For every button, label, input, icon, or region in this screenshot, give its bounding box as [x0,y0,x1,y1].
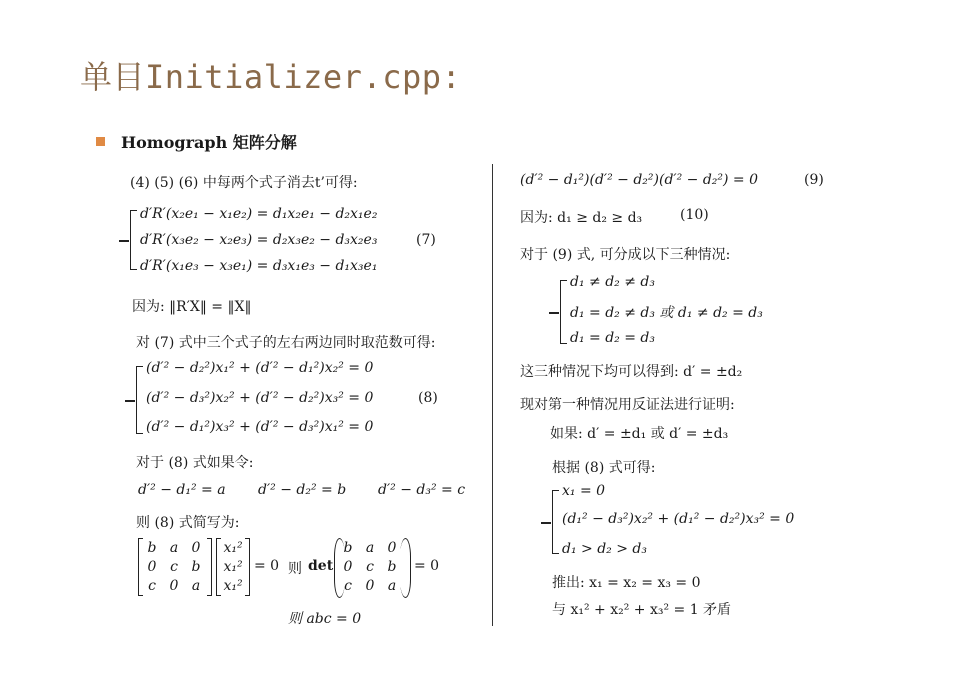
cases-intro: 对于 (9) 式, 可分成以下三种情况: [520,247,731,263]
matrix-cell: c [148,578,156,594]
simplify-text: 则 (8) 式简写为: [136,515,240,531]
then-label: 则 [288,561,302,577]
eq9-number: (9) [804,172,824,188]
det-cell: 0 [365,578,375,594]
section-heading [96,130,297,153]
det-cell: a [365,540,375,556]
left-intro: (4) (5) (6) 中每两个式子消去t’可得: [130,175,358,191]
matrix-cell: 0 [191,540,201,556]
case-1: d₁ ≠ d₂ ≠ d₃ [570,274,655,290]
left-because: 因为: ‖R′X‖ = ‖X‖ [132,299,252,315]
det-eq-zero: = 0 [414,558,440,574]
right-because: 因为: d₁ ≥ d₂ ≥ d₃ [520,210,643,226]
let-def-c: d′² − d₃² = c [378,482,466,498]
matrix-cell: 0 [169,578,179,594]
det-cell: b [387,559,397,575]
let-def-a: d′² − d₁² = a [138,482,226,498]
norm-intro: 对 (7) 式中三个式子的左右两边同时取范数可得: [136,335,436,351]
page-title: 单目Initializer.cpp: [80,58,462,96]
if-line: 如果: d′ = ±d₁ 或 d′ = ±d₃ [550,426,729,442]
eq7-line-2: d′R′(x₃e₂ − x₂e₃) = d₂x₃e₂ − d₃x₂e₃ [140,232,378,248]
cases-result: 这三种情况下均可以得到: d′ = ±d₂ [520,364,743,380]
det-cell: 0 [387,540,397,556]
det-cell: b [343,540,353,556]
section-heading-text: Homograph 矩阵分解 [121,133,297,152]
det-cell: c [366,559,374,575]
eq7-brace [130,210,137,270]
eq9: (d′² − d₁²)(d′² − d₂²)(d′² − d₂²) = 0 [520,172,759,188]
matrix-cell: b [147,540,157,556]
det-cell: c [344,578,352,594]
proof-intro: 现对第一种情况用反证法进行证明: [520,397,735,413]
matrix-cell: b [191,559,201,575]
eq7-line-1: d′R′(x₂e₁ − x₁e₂) = d₁x₂e₁ − d₂x₁e₂ [140,206,378,222]
from-eq8: 根据 (8) 式可得: [552,460,656,476]
case-2: d₁ = d₂ ≠ d₃ 或 d₁ ≠ d₂ = d₃ [570,305,763,321]
eq7-number: (7) [416,232,436,248]
let-intro: 对于 (8) 式如果令: [136,455,254,471]
eq8-line-3: (d′² − d₁²)x₃² + (d′² − d₃²)x₁² = 0 [146,419,374,435]
system-line-3: d₁ > d₂ > d₃ [562,541,647,557]
eq8-brace [136,366,143,434]
let-def-b: d′² − d₂² = b [258,482,347,498]
case-3: d₁ = d₂ = d₃ [570,330,655,346]
eq8-line-2: (d′² − d₃²)x₂² + (d′² − d₂²)x₃² = 0 [146,390,374,406]
matrix-eq-zero: = 0 [254,558,280,574]
contradiction-line: 与 x₁² + x₂² + x₃² = 1 矛盾 [552,602,732,618]
bullet-square-icon [96,137,105,146]
det-cell: 0 [343,559,353,575]
eq8-number: (8) [418,390,438,406]
det-right-paren [400,538,411,598]
eq10-number: (10) [680,207,709,223]
left-conclusion: 则 abc = 0 [288,611,362,627]
derive-line: 推出: x₁ = x₂ = x₃ = 0 [552,575,701,591]
matrix-cell: a [169,540,179,556]
vector-cell: x₁² [223,559,243,575]
column-divider [492,164,493,626]
cases-brace [560,280,567,344]
system-line-2: (d₁² − d₃²)x₂² + (d₁² − d₂²)x₃² = 0 [562,511,795,527]
matrix-cell: 0 [147,559,157,575]
vector-cell: x₁² [223,540,243,556]
det-cell: a [387,578,397,594]
system-line-1: x₁ = 0 [562,483,606,499]
vector-cell: x₁² [223,578,243,594]
matrix-cell: c [170,559,178,575]
eq8-line-1: (d′² − d₂²)x₁² + (d′² − d₁²)x₂² = 0 [146,360,374,376]
det-label: det [308,558,334,574]
eq7-line-3: d′R′(x₁e₃ − x₃e₁) = d₃x₁e₃ − d₁x₃e₁ [140,258,378,274]
matrix-cell: a [191,578,201,594]
system-brace [552,490,559,554]
